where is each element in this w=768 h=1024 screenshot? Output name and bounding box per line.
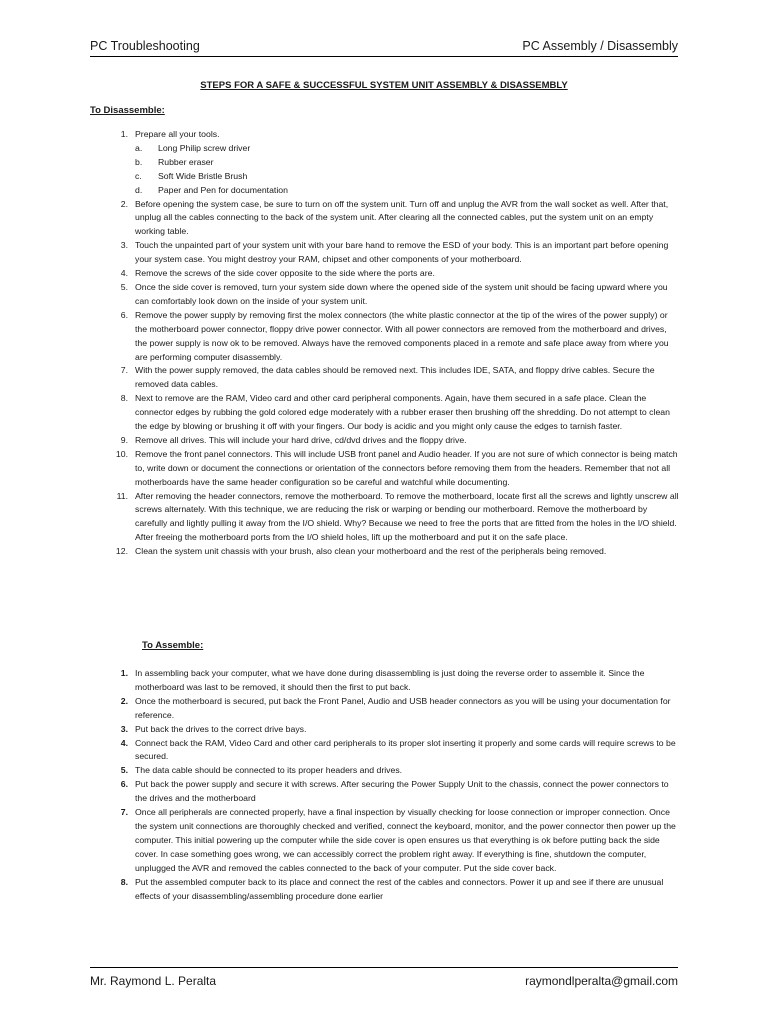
list-item	[108, 778, 680, 806]
list-item-text: Connect back the RAM, Video Card and other card peripherals to its proper slot inserting it properly and some cards will require screws to be secured.	[135, 737, 676, 762]
list-item	[108, 723, 680, 737]
list-item	[108, 876, 680, 904]
footer-author: Mr. Raymond L. Peralta	[90, 974, 217, 988]
list-item-number: 12.	[115, 546, 128, 557]
list-item-number: 5.	[120, 281, 128, 292]
list-item	[108, 764, 680, 778]
list-item-number: 9.	[120, 434, 128, 445]
list-item-text: Remove the power supply by removing first the molex connectors (the white plastic connector at the tip of the wires of the power supply) or the motherboard power connector, floppy drive power connector. With all power connectors are removed from the motherboard and drives, the power supply is now ok to be removed. Always have the removed components placed in a remote and safe place away from where you are performing computer disassembly.	[135, 309, 669, 362]
list-item-number: 3.	[120, 240, 128, 251]
list-item-number: 5.	[120, 765, 128, 776]
sub-list-item	[108, 142, 680, 156]
list-item-number: 7.	[120, 365, 128, 376]
list-item	[108, 737, 680, 765]
list-item-number: 1.	[120, 129, 128, 139]
assemble-steps-list	[108, 667, 680, 903]
header-course-title: PC Troubleshooting	[90, 39, 200, 53]
list-item	[108, 364, 680, 392]
list-item	[108, 806, 680, 876]
list-item	[108, 267, 680, 281]
list-item-number: c.	[135, 170, 142, 181]
disassemble-heading: To Disassemble:	[90, 105, 165, 116]
list-item-text: Next to remove are the RAM, Video card and other card peripheral components. Again, have them secured in a safe place. Clean the connector edges by rubbing the gold colored edge moderately with a rubber eraser then brushing off the shredding. Do not attempt to clean the edge by blowing or brushing it off with your fingers. Our body is acidic and you might only cause the edges to tarnish faster.	[135, 393, 670, 432]
list-item-text: Put back the power supply and secure it with screws. After securing the Power Supply Unit to the chassis, connect the power connectors to the drives and the motherboard	[135, 779, 669, 804]
list-item	[108, 128, 680, 142]
header-topic-title: PC Assembly / Disassembly	[522, 39, 678, 53]
list-item-text: After removing the header connectors, remove the motherboard. To remove the motherboard, locate first all the screws and lightly unscrew all screws alternately. With this technique, we are reducing the risk or warping or bending our motherboard. Remove the motherboard by carefully and lightly pulling it away from the I/O shield. Why? Because we need to free the ports that are fitted from the holes in the I/O shield. After freeing the motherboard ports from the I/O shield holes, lift up the motherboard and put it on the safe place.	[135, 490, 679, 543]
list-item-number: 4.	[120, 268, 128, 279]
sub-list-item	[108, 156, 680, 170]
list-item-number: a.	[135, 142, 143, 153]
list-item-text: Touch the unpainted part of your system unit with your bare hand to remove the ESD of your body. This is an important part before opening your system case. You might destroy your RAM, chipset and other components of your motherboard.	[135, 240, 669, 265]
list-item	[108, 695, 680, 723]
list-item-number: 10.	[115, 448, 128, 459]
list-item-text: Once the side cover is removed, turn your system side down where the opened side of the system unit should be facing upward where you can comfortably look down on the inside of your system unit.	[135, 281, 668, 306]
list-item	[108, 448, 680, 490]
list-item-text: Paper and Pen for documentation	[158, 184, 288, 195]
list-item-text: Soft Wide Bristle Brush	[158, 170, 248, 181]
list-item-number: 2.	[120, 198, 128, 209]
list-item-number: 11.	[116, 490, 128, 501]
list-item-text: Remove the screws of the side cover opposite to the side where the ports are.	[135, 268, 435, 279]
list-item-number: 2.	[120, 695, 128, 706]
list-item-text: Clean the system unit chassis with your brush, also clean your motherboard and the rest of the peripherals being removed.	[135, 546, 607, 557]
list-item-number: d.	[135, 184, 143, 195]
sub-list-item	[108, 170, 680, 184]
list-item-text: In assembling back your computer, what we have done during disassembling is just doing the reverse order to assemble it. Since the motherboard was last to be removed, it should then the first to put back.	[135, 668, 645, 692]
list-item-number: 6.	[120, 309, 128, 320]
list-item-number: b.	[135, 156, 143, 167]
list-item-number: 1.	[120, 668, 128, 678]
list-item-number: 3.	[120, 723, 128, 734]
list-item-number: 6.	[120, 779, 128, 790]
list-item-number: 4.	[120, 737, 128, 748]
page-header	[90, 38, 678, 57]
list-item-text: Before opening the system case, be sure to turn on off the system unit. Turn off and unplug the AVR from the wall socket as well. After that, unplug all the cables connecting to the back of the system unit. After clearing all the connected cables, put the system unit on an empty working table.	[135, 198, 669, 237]
footer-email: raymondlperalta@gmail.com	[525, 974, 678, 988]
list-item-text: Rubber eraser	[158, 156, 214, 167]
list-item	[108, 392, 680, 434]
document-title: STEPS FOR A SAFE & SUCCESSFUL SYSTEM UNIT ASSEMBLY & DISASSEMBLY	[200, 80, 568, 91]
list-item-text: Long Philip screw driver	[158, 142, 251, 153]
list-item	[108, 281, 680, 309]
list-item-number: 7.	[120, 807, 128, 818]
list-item	[108, 545, 680, 559]
list-item	[108, 434, 680, 448]
page-footer	[90, 967, 678, 989]
list-item	[108, 309, 680, 365]
sub-list-item	[108, 184, 680, 198]
list-item-text: Remove all drives. This will include your hard drive, cd/dvd drives and the floppy drive.	[135, 434, 467, 445]
list-item-text: Once all peripherals are connected properly, have a final inspection by visually checking for loose connection or improper connection. Once the system unit connections are thoroughly checked and verified, connect the keyboard, monitor, and the power connector then power up the computer. This initial powering up the computer while the side cover is open ensures us that everything is ok before putting back the side cover. In case something goes wrong, we can accessibly correct the problem right away. If everything is fine, shutdown the computer, unplugged the AVR and removed the cables connected to the back of your computer. Put the side cover back.	[135, 807, 676, 873]
list-item	[108, 490, 680, 546]
list-item-text: Prepare all your tools.	[135, 129, 220, 139]
list-item-text: With the power supply removed, the data cables should be removed next. This includes IDE, SATA, and floppy drive cables. Secure the removed data cables.	[135, 365, 655, 390]
assemble-heading: To Assemble:	[142, 640, 204, 651]
list-item-text: Put back the drives to the correct drive bays.	[135, 723, 307, 734]
list-item-text: The data cable should be connected to its proper headers and drives.	[135, 765, 403, 776]
list-item	[108, 198, 680, 240]
list-item-number: 8.	[120, 393, 128, 404]
list-item	[108, 667, 680, 695]
list-item	[108, 239, 680, 267]
list-item-text: Remove the front panel connectors. This will include USB front panel and Audio header. If you are not sure of which connector is being match to, write down or document the connections or orientation of the connectors before removing them from the headers. Remember that not all motherboards have the same header configuration so be careful and watchful while documenting.	[135, 448, 678, 487]
list-item-text: Put the assembled computer back to its place and connect the rest of the cables and connectors. Power it up and see if there are unusual effects of your disassembling/assembling procedure done earlier	[135, 876, 664, 901]
disassemble-steps-list	[108, 128, 680, 559]
list-item-text: Once the motherboard is secured, put back the Front Panel, Audio and USB header connectors as you will be using your documentation for reference.	[135, 695, 671, 720]
list-item-number: 8.	[120, 876, 128, 887]
